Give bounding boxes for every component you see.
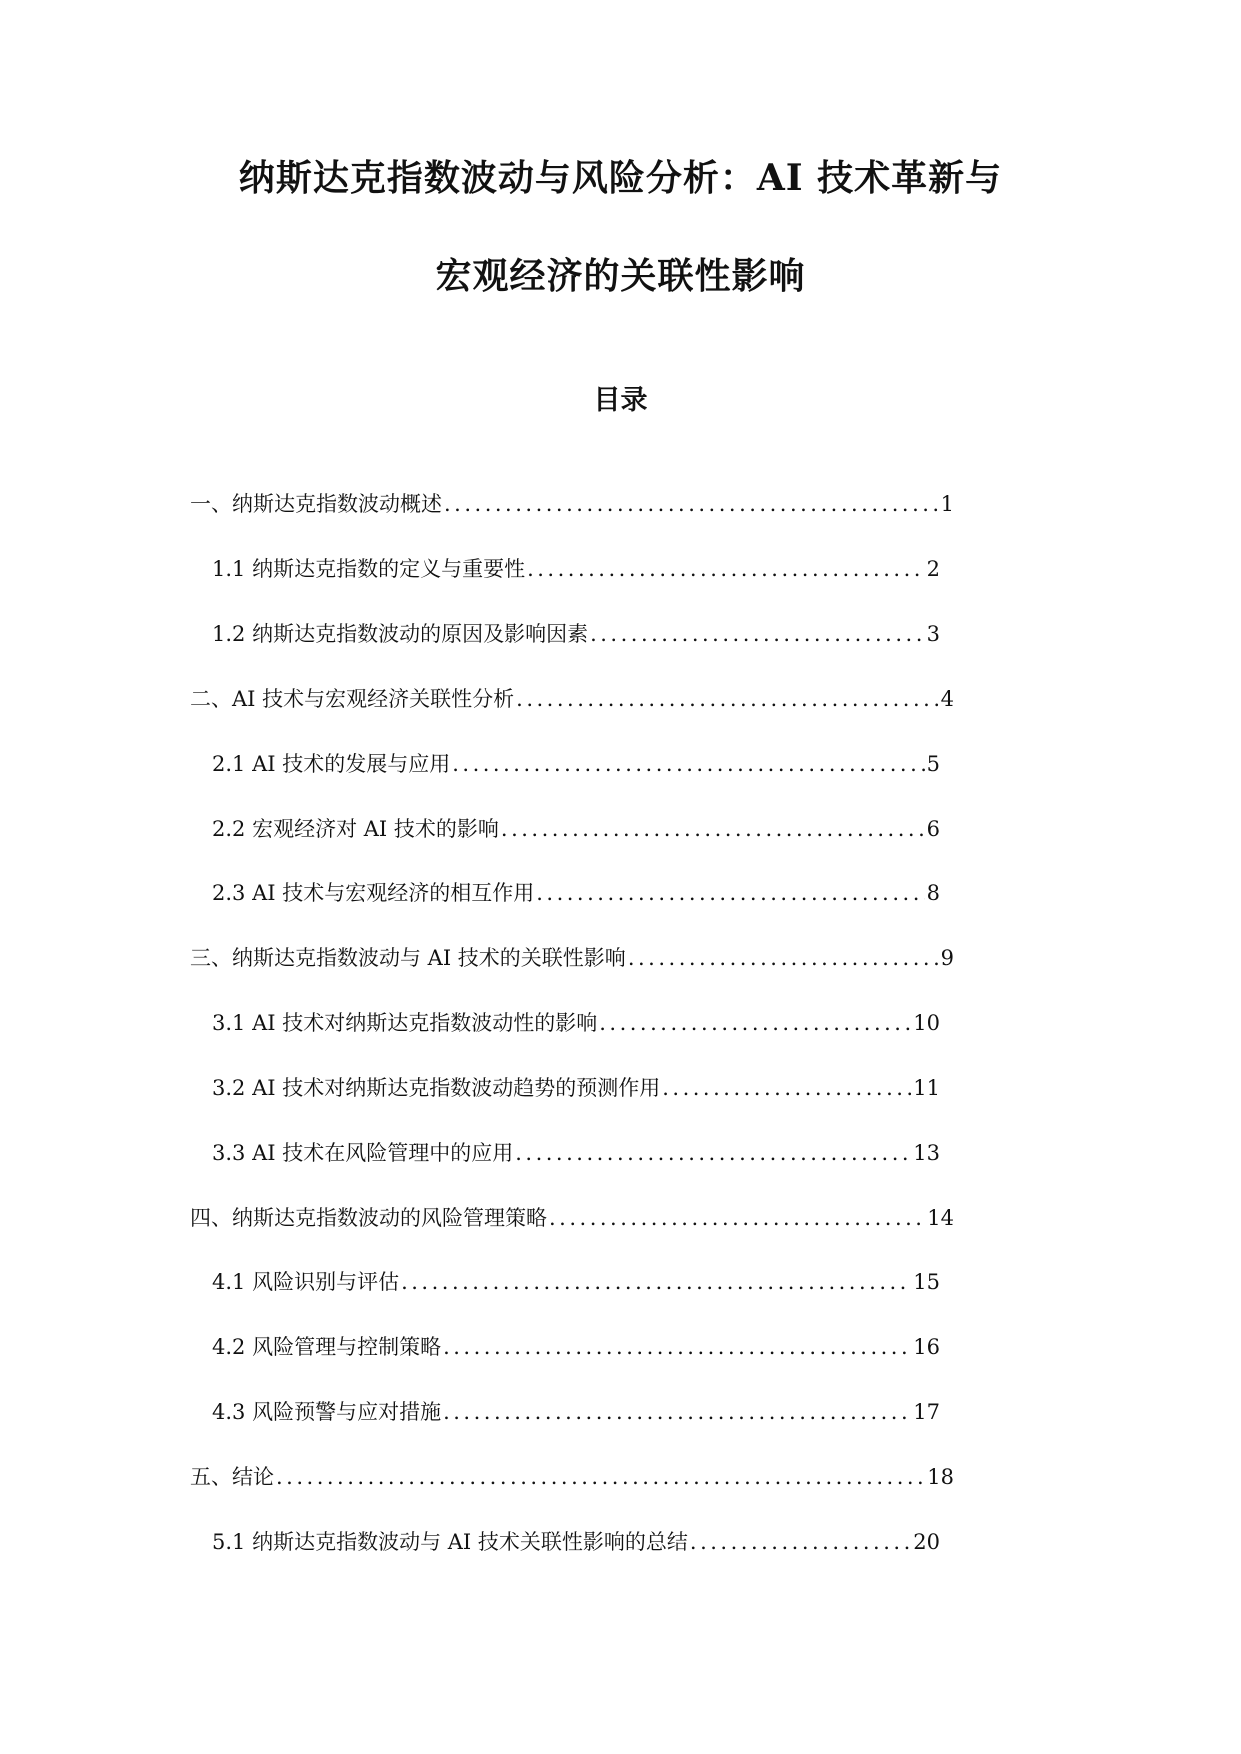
toc-entry[interactable] — [212, 748, 940, 782]
toc-entry-label: 2.2 宏观经济对 AI 技术的影响 — [212, 817, 499, 841]
toc-leader-dots — [527, 557, 925, 581]
toc-entry[interactable] — [212, 1007, 940, 1041]
toc-entry[interactable] — [212, 877, 940, 911]
toc-entry-label: 3.2 AI 技术对纳斯达克指数波动趋势的预测作用 — [212, 1076, 661, 1100]
toc-entry-page: 18 — [927, 1465, 954, 1489]
toc-entry-page: 14 — [927, 1206, 954, 1230]
toc-entry-page: 8 — [926, 881, 940, 905]
toc-entry[interactable] — [212, 1072, 940, 1106]
toc-entry[interactable] — [190, 942, 954, 976]
toc-entry[interactable] — [212, 553, 940, 587]
toc-entry-page: 1 — [940, 492, 954, 516]
toc-entry-page: 17 — [913, 1400, 940, 1424]
toc-entry-page: 5 — [926, 752, 940, 776]
toc-leader-dots — [276, 1465, 925, 1489]
toc-entry-page: 4 — [940, 687, 954, 711]
toc-entry[interactable] — [212, 618, 940, 652]
toc-entry[interactable] — [190, 683, 954, 717]
toc-leader-dots — [590, 622, 925, 646]
toc-entry-page: 6 — [926, 817, 940, 841]
toc-entry[interactable] — [190, 488, 954, 522]
toc-leader-dots — [452, 752, 924, 776]
toc-leader-dots — [501, 817, 925, 841]
toc-entry-label: 五、结论 — [190, 1465, 274, 1489]
toc-leader-dots — [401, 1270, 911, 1294]
toc-leader-dots — [549, 1206, 925, 1230]
toc-entry[interactable] — [212, 1331, 940, 1365]
toc-entry-label: 1.1 纳斯达克指数的定义与重要性 — [212, 557, 526, 581]
toc-leader-dots — [662, 1076, 911, 1100]
toc-entry[interactable] — [190, 1202, 954, 1236]
toc-entry-page: 10 — [913, 1011, 940, 1035]
toc-leader-dots — [444, 492, 939, 516]
toc-entry-page: 11 — [913, 1076, 940, 1100]
toc-entry-label: 四、纳斯达克指数波动的风险管理策略 — [190, 1206, 547, 1230]
toc-entry-page: 9 — [940, 946, 954, 970]
toc-entry[interactable] — [212, 813, 940, 847]
toc-entry-label: 一、纳斯达克指数波动概述 — [190, 492, 442, 516]
document-title-line-1: 纳斯达克指数波动与风险分析：AI 技术革新与 — [238, 157, 1003, 199]
toc-entry-label: 4.1 风险识别与评估 — [212, 1270, 400, 1294]
toc-heading: 目录 — [593, 385, 648, 416]
toc-entry-label: 5.1 纳斯达克指数波动与 AI 技术关联性影响的总结 — [212, 1530, 688, 1554]
toc-leader-dots — [628, 946, 939, 970]
toc-entry-label: 3.1 AI 技术对纳斯达克指数波动性的影响 — [212, 1011, 598, 1035]
toc-entry-page: 15 — [913, 1270, 940, 1294]
toc-leader-dots — [536, 881, 924, 905]
toc-entry-label: 4.2 风险管理与控制策略 — [212, 1335, 442, 1359]
toc-entry-label: 1.2 纳斯达克指数波动的原因及影响因素 — [212, 622, 589, 646]
toc-entry-page: 13 — [913, 1141, 940, 1165]
toc-leader-dots — [443, 1400, 911, 1424]
toc-entry-page: 2 — [926, 557, 940, 581]
toc-leader-dots — [516, 687, 938, 711]
toc-leader-dots — [443, 1335, 911, 1359]
toc-entry[interactable] — [212, 1137, 940, 1171]
document-title-line-2: 宏观经济的关联性影响 — [435, 255, 806, 297]
toc-leader-dots — [599, 1011, 911, 1035]
toc-leader-dots — [690, 1530, 911, 1554]
toc-entry-label: 3.3 AI 技术在风险管理中的应用 — [212, 1141, 514, 1165]
toc-entry-label: 三、纳斯达克指数波动与 AI 技术的关联性影响 — [190, 946, 626, 970]
toc-entry-page: 3 — [926, 622, 940, 646]
toc-entry-label: 2.3 AI 技术与宏观经济的相互作用 — [212, 881, 535, 905]
toc-entry-label: 2.1 AI 技术的发展与应用 — [212, 752, 451, 776]
toc-entry[interactable] — [212, 1266, 940, 1300]
toc-entry[interactable] — [212, 1526, 940, 1560]
toc-leader-dots — [515, 1141, 911, 1165]
toc-entry-page: 20 — [913, 1530, 940, 1554]
toc-entry-page: 16 — [913, 1335, 940, 1359]
toc-entry-label: 4.3 风险预警与应对措施 — [212, 1400, 442, 1424]
toc-entry[interactable] — [212, 1396, 940, 1430]
toc-entry[interactable] — [190, 1461, 954, 1495]
toc-entry-label: 二、AI 技术与宏观经济关联性分析 — [190, 687, 515, 711]
